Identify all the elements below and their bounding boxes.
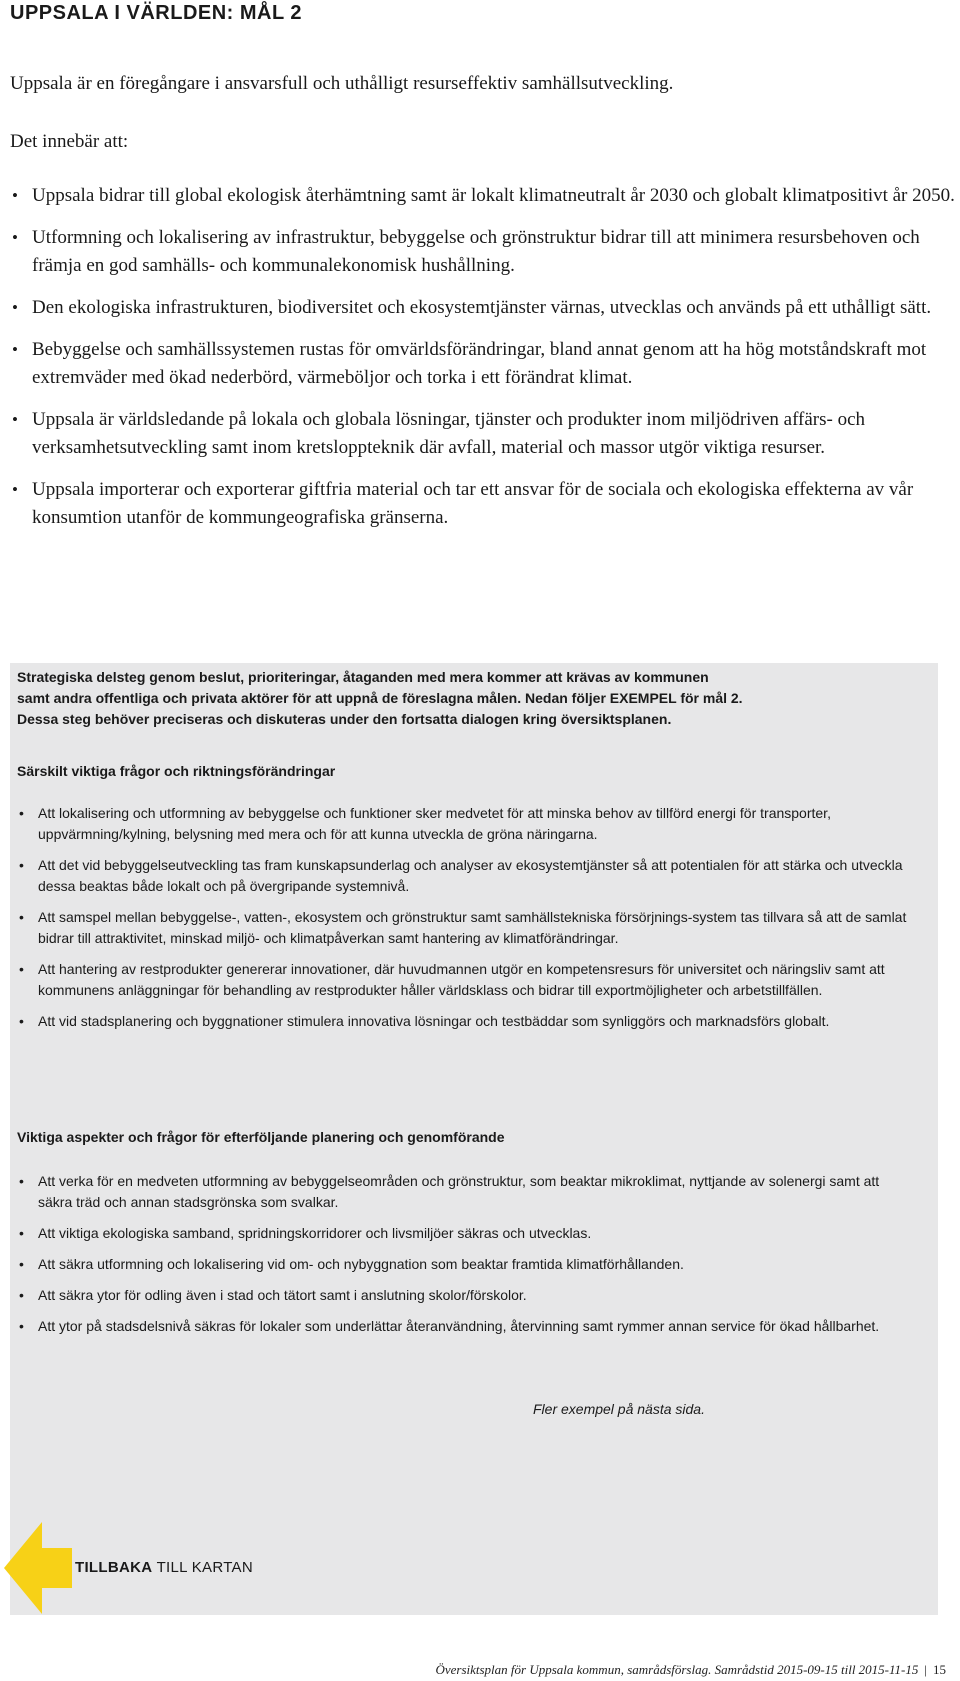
strategy-intro-line: Strategiska delsteg genom beslut, prioriteringar, åtaganden med mera kommer att krävas av kommunen: [17, 669, 709, 685]
goal-bullet: • Den ekologiska infrastrukturen, biodiversitet och ekosystemtjänster värnas, utvecklas och används på ett uthålligt sätt.: [10, 294, 955, 322]
section1-item: • Att lokalisering och utformning av bebyggelse och funktioner sker medvetet för att minska behov av tillförd energi för transporter, uppvärmning/kylning, belysning med mera och för att kunna utveckla de gröna näringarna.: [17, 803, 917, 845]
goal-bullet: • Uppsala importerar och exporterar giftfria material och tar ett ansvar för de sociala och ekologiska effekterna av vår konsumtion utanför de kommungeografiska gränserna.: [10, 476, 955, 532]
section2-heading: Viktiga aspekter och frågor för efterföljande planering och genomförande: [17, 1129, 505, 1145]
page-heading: UPPSALA I VÄRLDEN: MÅL 2: [10, 2, 303, 24]
strategy-intro: [17, 667, 917, 730]
section1-item: • Att vid stadsplanering och byggnationer stimulera innovativa lösningar och testbäddar som synliggörs och marknadsförs globalt.: [17, 1011, 917, 1032]
footer-separator: |: [924, 1662, 927, 1677]
section2-item: • Att säkra utformning och lokalisering vid om- och nybyggnation som beaktar framtida klimatförhållanden.: [17, 1254, 917, 1275]
goal-bullet: • Uppsala är världsledande på lokala och globala lösningar, tjänster och produkter inom miljödriven affärs- och verksamhetsutveckling samt inom kretsloppteknik där avfall, material och massor utgör viktiga resurser.: [10, 406, 955, 462]
section2-list: [17, 1171, 917, 1347]
section1-heading: Särskilt viktiga frågor och riktningsförändringar: [17, 763, 336, 779]
section2-item: • Att viktiga ekologiska samband, spridningskorridorer och livsmiljöer säkras och utvecklas.: [17, 1223, 917, 1244]
more-examples-note: Fler exempel på nästa sida.: [533, 1401, 705, 1417]
section2-item: • Att säkra ytor för odling även i stad och tätort samt i anslutning skolor/förskolor.: [17, 1285, 917, 1306]
section1-item: • Att samspel mellan bebyggelse-, vatten-, ekosystem och grönstruktur samt samhällstekniska försörjnings-system tas tillvara så att de samlat bidrar till attraktivitet, minskad miljö- och klimatpåverkan samt hantering av klimatförändringar.: [17, 907, 917, 949]
section1-item: • Att det vid bebyggelseutveckling tas fram kunskapsunderlag och analyser av ekosystemtjänster så att potentialen för att stärka och utveckla dessa beaktas både lokalt och på övergripande systemnivå.: [17, 855, 917, 897]
page-number: 15: [933, 1662, 946, 1677]
page-footer: [435, 1662, 946, 1678]
back-link-bold: TILLBAKA: [75, 1559, 153, 1576]
section1-item: • Att hantering av restprodukter genererar innovationer, där huvudmannen utgör en kompetensresurs för universitet och näringsliv samt att kommunens anläggningar för behandling av restprodukter håller världsklass och bidrar till exportmöjligheter och arbetstillfällen.: [17, 959, 917, 1001]
goal-bullet: • Utformning och lokalisering av infrastruktur, bebyggelse och grönstruktur bidrar till att minimera resursbehoven och främja en god samhälls- och kommunalekonomisk hushållning.: [10, 224, 955, 280]
section2-item: • Att verka för en medveten utformning av bebyggelseområden och grönstruktur, som beaktar mikroklimat, nyttjande av solenergi samt att säkra träd och annan stadsgrönska som svalkar.: [17, 1171, 917, 1213]
intro-paragraph: Uppsala är en föregångare i ansvarsfull och uthålligt resurseffektiv samhällsutveckling.: [10, 73, 674, 94]
goal-bullet-list: [10, 182, 955, 546]
lead-paragraph: Det innebär att:: [10, 131, 129, 152]
back-link-rest: TILL KARTAN: [156, 1559, 253, 1576]
back-arrow-icon: [4, 1522, 74, 1614]
goal-bullet: • Uppsala bidrar till global ekologisk återhämtning samt är lokalt klimatneutralt år 2030 och globalt klimatpositivt år 2050.: [10, 182, 955, 210]
strategy-intro-line: samt andra offentliga och privata aktörer för att uppnå de föreslagna målen. Nedan följer EXEMPEL för mål 2.: [17, 690, 743, 706]
strategy-intro-line: Dessa steg behöver preciseras och diskuteras under den fortsatta dialogen kring översiktsplanen.: [17, 711, 672, 727]
footer-text: Översiktsplan för Uppsala kommun, samrådsförslag. Samrådstid 2015-09-15 till 2015-11-15: [435, 1662, 919, 1677]
back-link-label: [75, 1559, 253, 1576]
back-to-map-link[interactable]: [4, 1522, 264, 1614]
goal-bullet: • Bebyggelse och samhällssystemen rustas för omvärldsförändringar, bland annat genom att ha hög motståndskraft mot extremväder med ökad nederbörd, värmeböljor och torka i ett förändrat klimat.: [10, 336, 955, 392]
strategy-box: [10, 663, 938, 1615]
section2-item: • Att ytor på stadsdelsnivå säkras för lokaler som underlättar återanvändning, återvinning samt rymmer annan service för ökad hållbarhet.: [17, 1316, 917, 1337]
section1-list: [17, 803, 917, 1042]
